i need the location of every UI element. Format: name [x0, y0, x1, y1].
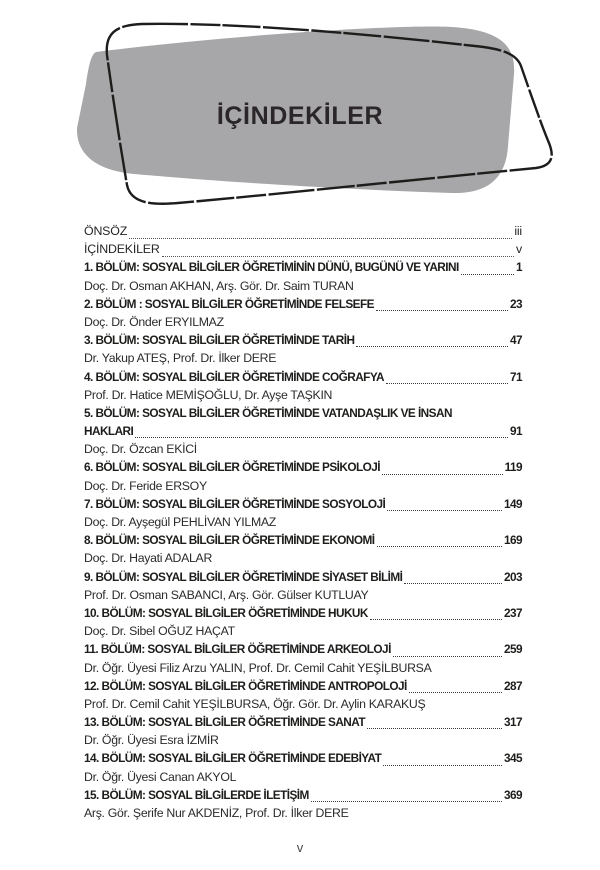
dot-leader [404, 583, 502, 584]
toc-chapter-title-row [84, 497, 522, 515]
entry-label: Doç. Dr. Ayşegül PEHLİVAN YILMAZ [84, 515, 277, 529]
entry-label: İÇİNDEKİLER [84, 242, 160, 257]
page-title: İÇİNDEKİLER [216, 102, 384, 130]
page-number: 169 [503, 533, 522, 548]
entry-label: Doç. Dr. Hayati ADALAR [84, 551, 213, 566]
entry-label: 2. BÖLÜM : SOSYAL BİLGİLER ÖĞRETİMİNDE FELSEFE [84, 296, 374, 311]
page-number: v [516, 242, 522, 257]
entry-label: 12. BÖLÜM: SOSYAL BİLGİLER ÖĞRETİMİNDE ANTROPOLOJİ [84, 678, 407, 693]
dot-leader [393, 656, 502, 657]
entry-label: 3. BÖLÜM: SOSYAL BİLGİLER ÖĞRETİMİNDE TARİH [84, 333, 355, 348]
entry-label: Prof. Dr. Cemil Cahit YEŞİLBURSA, Öğr. Gör. Dr. Aylin KARAKUŞ [84, 696, 426, 711]
page-number: iii [514, 224, 522, 238]
toc-chapter-title-row [84, 642, 522, 660]
toc-authors-row [84, 770, 522, 788]
toc-authors-row [84, 588, 522, 606]
toc-authors-row [84, 733, 522, 751]
dot-leader [387, 510, 502, 511]
page-number: 71 [509, 369, 522, 384]
dot-leader [370, 619, 502, 620]
toc-chapter-title-row [84, 533, 522, 551]
page-number: 317 [503, 715, 522, 730]
page-number: 149 [503, 496, 522, 511]
entry-label: Doç. Dr. Özcan EKİCİ [84, 442, 197, 457]
page-number: 23 [509, 296, 522, 311]
entry-label: 6. BÖLÜM: SOSYAL BİLGİLER ÖĞRETİMİNDE PSİKOLOJİ [84, 460, 380, 475]
dot-leader [356, 346, 508, 347]
entry-label: 10. BÖLÜM: SOSYAL BİLGİLER ÖĞRETİMİNDE HUKUK [84, 605, 368, 620]
dot-leader [367, 728, 502, 729]
dot-leader [382, 474, 503, 475]
page-number: 287 [503, 678, 522, 693]
dot-leader [386, 383, 508, 384]
toc-chapter-title-row [84, 260, 522, 278]
page-number: 259 [503, 642, 522, 657]
page-number: 119 [504, 460, 522, 475]
toc-chapter-title-row [84, 606, 522, 624]
toc-front-item [84, 224, 522, 242]
entry-label: HAKLARI [84, 424, 134, 439]
entry-label: Prof. Dr. Osman SABANCI, Arş. Gör. Gülser KUTLUAY [84, 587, 369, 602]
toc-front-item [84, 242, 522, 260]
page-number: 1 [515, 260, 522, 275]
entry-label: 13. BÖLÜM: SOSYAL BİLGİLER ÖĞRETİMİNDE SANAT [84, 715, 366, 730]
toc-authors-row [84, 661, 522, 679]
toc-chapter-title-row [84, 751, 522, 769]
page-number: 369 [503, 787, 522, 802]
dot-leader [383, 765, 502, 766]
page-number: 91 [509, 424, 522, 439]
toc-authors-row [84, 515, 522, 533]
toc-authors-row [84, 315, 522, 333]
page-number: 237 [503, 605, 522, 620]
entry-label: Prof. Dr. Hatice MEMİŞOĞLU, Dr. Ayşe TAŞKIN [84, 387, 333, 402]
toc-authors-row [84, 351, 522, 369]
toc-authors-row [84, 624, 522, 642]
entry-label: 4. BÖLÜM: SOSYAL BİLGİLER ÖĞRETİMİNDE COĞRAFYA [84, 369, 385, 384]
toc-chapter-title-row [84, 788, 522, 806]
toc-chapter-title-row [84, 460, 522, 478]
entry-label: 1. BÖLÜM: SOSYAL BİLGİLER ÖĞRETİMİNİN DÜNÜ, BUGÜNÜ VE YARINI [84, 260, 459, 275]
entry-label: 14. BÖLÜM: SOSYAL BİLGİLER ÖĞRETİMİNDE EDEBİYAT [84, 751, 382, 766]
entry-label: Dr. Öğr. Üyesi Esra İZMİR [84, 733, 219, 748]
toc-chapter-title-row [84, 424, 522, 442]
table-of-contents [84, 224, 522, 824]
entry-label: Dr. Yakup ATEŞ, Prof. Dr. İlker DERE [84, 351, 277, 366]
entry-label: 7. BÖLÜM: SOSYAL BİLGİLER ÖĞRETİMİNDE SOSYOLOJİ [84, 496, 386, 511]
entry-label: Doç. Dr. Sibel OĞUZ HAÇAT [84, 624, 235, 639]
toc-authors-row [84, 479, 522, 497]
entry-label: Doç. Dr. Feride ERSOY [84, 478, 207, 493]
chapter-banner [0, 0, 600, 230]
dot-leader [311, 801, 502, 802]
toc-authors-row [84, 551, 522, 569]
dot-leader [135, 437, 508, 438]
toc-authors-row [84, 442, 522, 460]
entry-label: 9. BÖLÜM: SOSYAL BİLGİLER ÖĞRETİMİNDE SİYASET BİLİMİ [84, 569, 403, 584]
entry-label: 8. BÖLÜM: SOSYAL BİLGİLER ÖĞRETİMİNDE EKONOMİ [84, 533, 375, 548]
toc-chapter-title-row [84, 715, 522, 733]
toc-chapter-title-row [84, 679, 522, 697]
entry-label: Doç. Dr. Osman AKHAN, Arş. Gör. Dr. Saim TURAN [84, 278, 354, 293]
page-number: 47 [509, 333, 522, 348]
page-number: 345 [503, 751, 522, 766]
toc-authors-row [84, 279, 522, 297]
toc-chapter-title-row [84, 406, 522, 424]
entry-label: ÖNSÖZ [84, 224, 128, 238]
toc-chapter-title-row [84, 570, 522, 588]
toc-chapter-title-row [84, 370, 522, 388]
dot-leader [461, 274, 514, 275]
dot-leader [409, 692, 502, 693]
toc-authors-row [84, 697, 522, 715]
dot-leader [376, 310, 508, 311]
toc-chapter-title-row [84, 333, 522, 351]
dot-leader [377, 546, 502, 547]
entry-label: 15. BÖLÜM: SOSYAL BİLGİLERDE İLETİŞİM [84, 787, 309, 802]
entry-label: Doç. Dr. Önder ERYILMAZ [84, 314, 224, 329]
toc-chapter-title-row [84, 297, 522, 315]
entry-label: Dr. Öğr. Üyesi Filiz Arzu YALIN, Prof. Dr. Cemil Cahit YEŞİLBURSA [84, 660, 432, 675]
dot-leader [129, 238, 512, 239]
dot-leader [162, 256, 514, 257]
page-number: 203 [503, 569, 522, 584]
footer-page-number: v [296, 840, 304, 855]
entry-label: Arş. Gör. Şerife Nur AKDENİZ, Prof. Dr. İlker DERE [84, 806, 349, 820]
entry-label: Dr. Öğr. Üyesi Canan AKYOL [84, 769, 237, 784]
toc-authors-row [84, 388, 522, 406]
entry-label: 5. BÖLÜM: SOSYAL BİLGİLER ÖĞRETİMİNDE VATANDAŞLIK VE İNSAN [84, 405, 452, 420]
toc-authors-row [84, 806, 522, 824]
entry-label: 11. BÖLÜM: SOSYAL BİLGİLER ÖĞRETİMİNDE ARKEOLOJİ [84, 642, 391, 657]
